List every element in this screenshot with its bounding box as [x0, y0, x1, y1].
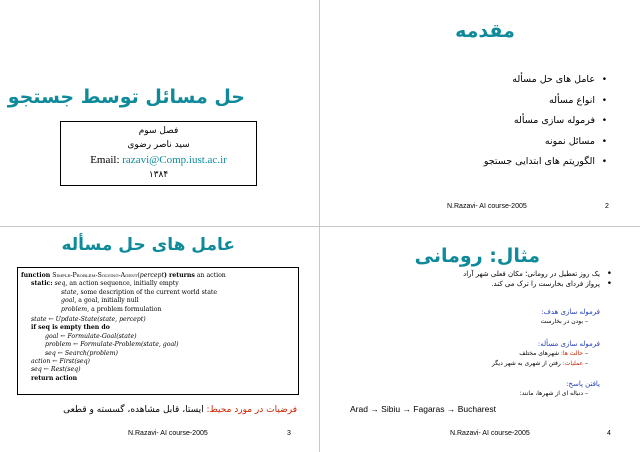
agent-pseudocode-box	[17, 267, 299, 395]
environment-assumptions	[63, 405, 297, 415]
list-item: • عامل های حل مسأله	[512, 74, 607, 85]
slide-2-title: مقدمه	[455, 20, 515, 42]
author-name: سید ناصر رضوی	[127, 140, 190, 150]
code-line: goal ← Formulate-Goal(state)	[45, 332, 137, 340]
assumptions-text: ایستا، قابل مشاهده، گسسته و قطعی	[63, 405, 207, 415]
slide-1	[0, 0, 319, 226]
find-solution	[520, 379, 600, 399]
actions-subitem: – عملیات: رفتن از شهری به شهر دیگر	[491, 360, 588, 367]
code-line: static: seq, an action sequence, initially empty	[31, 280, 179, 288]
code-line: action ← First(seq)	[31, 358, 90, 366]
code-line: problem, a problem formulation	[61, 305, 162, 313]
list-item: • پرواز فردای بخارست را ترک می کند.	[491, 279, 612, 289]
list-item: • فرموله سازی مسأله	[513, 115, 607, 126]
list-item: • یک روز تعطیل در رومانی؛ مکان فعلی شهر آراد	[463, 269, 612, 279]
code-line: seq ← Rest(seq)	[31, 366, 81, 374]
title-info-box	[60, 121, 257, 186]
assumptions-label: فرضیات در مورد محیط:	[206, 405, 297, 415]
code-line: if seq is empty then do	[31, 324, 110, 332]
list-item: • انواع مسأله	[549, 94, 607, 106]
romania-list	[463, 269, 612, 289]
code-line: state, some description of the current world state	[61, 288, 218, 296]
goal-formulation	[541, 307, 600, 327]
email-label: Email:	[90, 154, 120, 166]
goal-subitem: – بودن در بخارست	[540, 318, 588, 325]
list-item: • مسائل نمونه	[544, 135, 607, 147]
slide-4-footer: N.Razavi- AI course-2005	[450, 430, 530, 437]
intro-list	[483, 70, 607, 173]
email-address[interactable]: razavi@Comp.iust.ac.ir	[122, 154, 227, 166]
chapter-label: فصل سوم	[138, 126, 179, 136]
slide-1-title: حل مسائل توسط جستجو	[7, 86, 245, 108]
slide-3-title: عامل های حل مسأله	[61, 235, 235, 255]
slide-2-page-number: 2	[605, 203, 609, 210]
slide-4-title: مثال: رومانی	[414, 245, 540, 267]
code-line: state ← Update-State(state, percept)	[31, 316, 146, 324]
code-line: function Simple-Problem-Solving-Agent(percept) returns an action	[21, 272, 226, 279]
slide-4-page-number: 4	[607, 430, 611, 437]
email-line	[61, 154, 256, 166]
route-example: Arad → Sibiu → Fagaras → Bucharest	[350, 404, 496, 414]
code-line: problem ← Formulate-Problem(state, goal)	[45, 341, 179, 349]
goal-label: فرموله سازی هدف:	[541, 308, 600, 316]
code-line: seq ← Search(problem)	[45, 349, 118, 357]
solution-label: یافتن پاسخ:	[566, 380, 600, 388]
slide-3-footer: N.Razavi- AI course-2005	[128, 430, 208, 437]
code-line: return action	[31, 374, 78, 382]
slide-3-page-number: 3	[287, 430, 291, 437]
slide-4	[320, 227, 640, 452]
code-line: goal, a goal, initially null	[61, 297, 139, 305]
slide-3	[0, 227, 319, 452]
states-subitem: – حالت ها: شهرهای مختلف	[519, 350, 588, 357]
slide-2	[320, 0, 640, 226]
problem-formulation	[492, 339, 600, 369]
solution-subitem: – دنباله ای از شهرها، مانند:	[519, 390, 588, 397]
list-item: • الگوریتم های ابتدایی جستجو	[483, 156, 607, 167]
problem-label: فرموله سازی مسأله:	[537, 340, 600, 348]
slide-2-footer: N.Razavi- AI course-2005	[447, 203, 527, 210]
year: ۱۳۸۴	[148, 170, 169, 180]
